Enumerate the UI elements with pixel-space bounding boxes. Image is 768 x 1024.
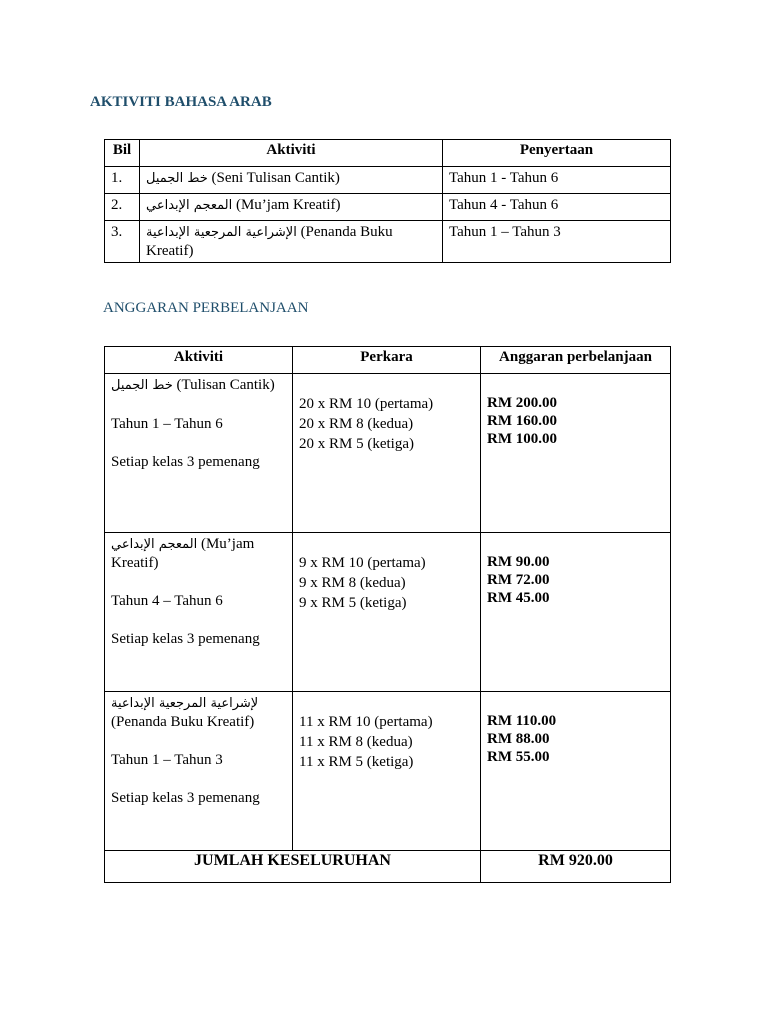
activity-cell (105, 533, 293, 692)
amount-third: RM 55.00 (487, 749, 550, 765)
table-header-row (105, 347, 671, 374)
amount-second: RM 72.00 (487, 572, 550, 588)
row-number: 1. (105, 167, 140, 194)
amount-first: RM 200.00 (487, 395, 557, 411)
amounts-cell (481, 533, 671, 692)
winners-note: Setiap kelas 3 pemenang (111, 454, 260, 470)
table-row (105, 194, 671, 221)
header-anggaran: Anggaran perbelanjaan (481, 347, 671, 374)
item-third: 11 x RM 5 (ketiga) (299, 754, 414, 770)
participation-cell: Tahun 1 – Tahun 3 (443, 221, 671, 263)
table-row (105, 692, 671, 851)
activity-name: (Penanda Buku Kreatif) (146, 224, 393, 259)
table-row (105, 374, 671, 533)
arabic-name: الإشراعية المرجعية الإبداعية (146, 225, 297, 240)
items-cell (293, 533, 481, 692)
amounts-cell (481, 692, 671, 851)
item-third: 9 x RM 5 (ketiga) (299, 595, 407, 611)
arabic-name: المعجم الإبداعي (146, 198, 233, 213)
item-first: 11 x RM 10 (pertama) (299, 714, 433, 730)
header-aktiviti: Aktiviti (105, 347, 293, 374)
participation-cell: Tahun 1 - Tahun 6 (443, 167, 671, 194)
amount-third: RM 45.00 (487, 590, 550, 606)
activity-cell (140, 221, 443, 263)
activity-name: (Seni Tulisan Cantik) (211, 170, 340, 186)
amount-first: RM 110.00 (487, 713, 557, 729)
activity-cell (105, 692, 293, 851)
item-second: 9 x RM 8 (kedua) (299, 575, 406, 591)
winners-note: Setiap kelas 3 pemenang (111, 790, 260, 806)
item-second: 11 x RM 8 (kedua) (299, 734, 413, 750)
amount-second: RM 88.00 (487, 731, 550, 747)
arabic-name: خط الجميل (146, 171, 208, 186)
activity-name: (Penanda Buku Kreatif) (111, 714, 255, 730)
year-range: Tahun 1 – Tahun 6 (111, 416, 223, 432)
item-third: 20 x RM 5 (ketiga) (299, 436, 414, 452)
activity-name: (Tulisan Cantik) (176, 377, 275, 393)
items-cell (293, 692, 481, 851)
budget-table (104, 346, 671, 883)
table-header-row (105, 140, 671, 167)
item-second: 20 x RM 8 (kedua) (299, 416, 414, 432)
year-range: Tahun 1 – Tahun 3 (111, 752, 223, 768)
section-title-budget: ANGGARAN PERBELANJAAN (103, 300, 309, 316)
header-aktiviti: Aktiviti (140, 140, 443, 167)
amount-first: RM 90.00 (487, 554, 550, 570)
row-number: 2. (105, 194, 140, 221)
activity-name: (Mu’jam Kreatif) (235, 197, 341, 213)
total-row (105, 851, 671, 883)
activities-table (104, 139, 671, 263)
arabic-name: خط الجميل (111, 378, 173, 393)
table-row (105, 167, 671, 194)
year-range: Tahun 4 – Tahun 6 (111, 593, 223, 609)
row-number: 3. (105, 221, 140, 263)
header-perkara: Perkara (293, 347, 481, 374)
activity-cell (105, 374, 293, 533)
section-title-activities: AKTIVITI BAHASA ARAB (90, 94, 272, 110)
items-cell (293, 374, 481, 533)
total-value: RM 920.00 (481, 851, 671, 883)
winners-note: Setiap kelas 3 pemenang (111, 631, 260, 647)
arabic-name: المعجم الإبداعي (111, 537, 198, 552)
activity-cell (140, 167, 443, 194)
amount-third: RM 100.00 (487, 431, 557, 447)
item-first: 9 x RM 10 (pertama) (299, 555, 426, 571)
activity-cell (140, 194, 443, 221)
item-first: 20 x RM 10 (pertama) (299, 396, 434, 412)
amount-second: RM 160.00 (487, 413, 557, 429)
amounts-cell (481, 374, 671, 533)
activity-name: (Mu’jam Kreatif) (111, 536, 255, 571)
table-row (105, 221, 671, 263)
table-row (105, 533, 671, 692)
participation-cell: Tahun 4 - Tahun 6 (443, 194, 671, 221)
header-bil: Bil (105, 140, 140, 167)
total-label: JUMLAH KESELURUHAN (105, 851, 481, 883)
arabic-name: لإشراعية المرجعية الإبداعية (111, 696, 259, 711)
header-penyertaan: Penyertaan (443, 140, 671, 167)
